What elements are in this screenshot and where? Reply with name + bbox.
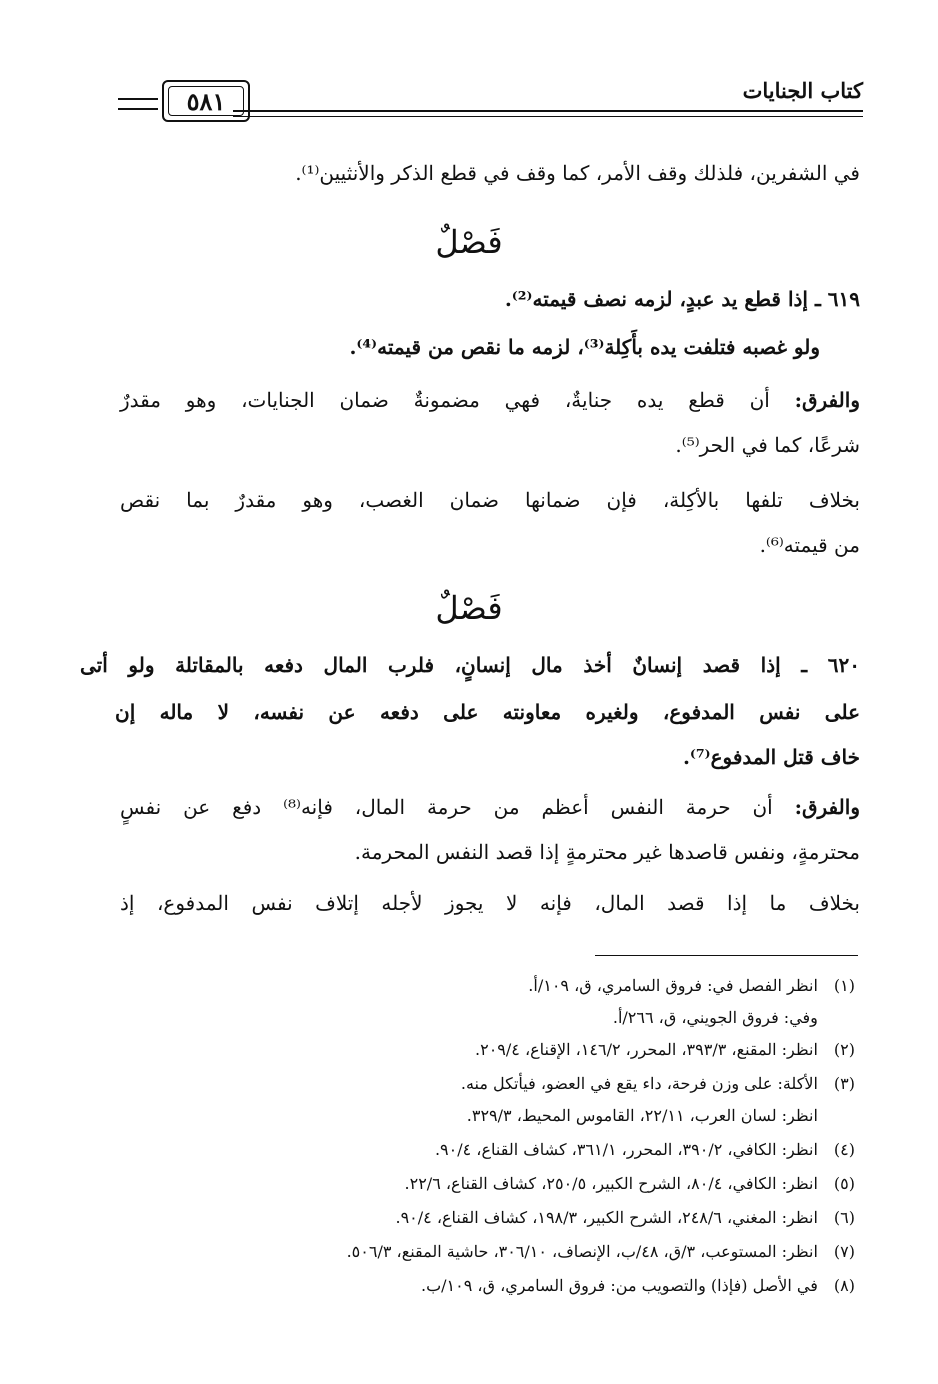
contrast-paragraph-line1: بخلاف تلفها بالأكِلة، فإن ضمانها ضمان الغصب، وهو مقدرٌ بما نقص bbox=[120, 488, 860, 512]
issue-620-line3: خاف قتل المدفوع⁽⁷⁾. bbox=[682, 745, 860, 769]
header-rule-thin bbox=[233, 116, 863, 117]
book-title: كتاب الجنايات bbox=[742, 78, 863, 103]
section-heading: فَصْلٌ bbox=[435, 223, 503, 261]
header-ornament-left bbox=[118, 98, 158, 110]
difference-paragraph-2-line2: محترمةٍ، ونفس قاصدها غير محترمةٍ إذا قصد النفس المحرمة. bbox=[354, 840, 860, 864]
footnote-separator bbox=[595, 955, 858, 956]
issue-619-line1: ٦١٩ ـ إذا قطع يد عبدٍ، لزمه نصف قيمته⁽²⁾. bbox=[504, 287, 860, 311]
difference-paragraph-line2: شرعًا، كما في الحر⁽⁵⁾. bbox=[675, 433, 860, 457]
footnote: (٣) الأكلة: على وزن فرحة، داء يقع في العضو، فيأتكل منه. bbox=[460, 1074, 855, 1093]
footnote: (٢) انظر: المقنع، ٣٩٣/٣، المحرر، ١٤٦/٢، الإقناع، ٢٠٩/٤. bbox=[475, 1040, 855, 1059]
section-heading: فَصْلٌ bbox=[435, 589, 503, 627]
footnote: (٧) انظر: المستوعب، ٣/ق، ٤٨/ب، الإنصاف، ٣٠٦/١٠، حاشية المقنع، ٥٠٦/٣. bbox=[346, 1242, 855, 1261]
page-number: ٥٨١ bbox=[186, 86, 226, 116]
text-line: في الشفرين، فلذلك وقف الأمر، كما وقف في قطع الذكر والأنثيين⁽¹⁾. bbox=[295, 161, 860, 185]
footnote: (٨) في الأصل (فإذا) والتصويب من: فروق السامري، ق، ١٠٩/ب. bbox=[420, 1276, 855, 1295]
contrast-paragraph-line2: من قيمته⁽⁶⁾. bbox=[759, 533, 860, 557]
footnote: (٥) انظر: الكافي، ٨٠/٤، الشرح الكبير، ٢٥٠/٥، كشاف القناع، ٢٢/٦. bbox=[404, 1174, 855, 1193]
difference-label: والفرق: bbox=[794, 795, 860, 819]
header-rule-thick bbox=[233, 110, 863, 112]
difference-paragraph-line1 bbox=[120, 385, 860, 415]
contrast-paragraph-2-line1: بخلاف ما إذا قصد المال، فإنه لا يجوز لأجله إتلاف نفس المدفوع، إذ bbox=[120, 891, 860, 915]
footnote: انظر: لسان العرب، ٢٢/١١، القاموس المحيط، ٣٢٩/٣. bbox=[466, 1106, 818, 1125]
issue-620-line1: ٦٢٠ ـ إذا قصد إنسانٌ أخذ مال إنسانٍ، فلرب المال دفعه بالمقاتلة ولو أتى bbox=[80, 653, 860, 677]
footnote: (٤) انظر: الكافي، ٣٩٠/٢، المحرر، ٣٦١/١، كشاف القناع، ٩٠/٤. bbox=[434, 1140, 855, 1159]
difference-paragraph-2-line1 bbox=[120, 792, 860, 822]
issue-620-line2: على نفس المدفوع، ولغيره معاونته على دفعه عن نفسه، لا ماله إن bbox=[115, 700, 860, 724]
difference-text: أن قطع يده جنايةٌ، فهي مضمونةٌ ضمان الجنايات، وهو مقدرٌ bbox=[120, 388, 795, 412]
footnote: (١) انظر الفصل في: فروق السامري، ق، ١٠٩/أ. bbox=[528, 976, 855, 995]
difference-label: والفرق: bbox=[794, 388, 860, 412]
issue-619-line2: ولو غصبه فتلفت يده بأَكِلة⁽³⁾، لزمه ما نقص من قيمته⁽⁴⁾. bbox=[349, 335, 820, 359]
difference-text: أن حرمة النفس أعظم من حرمة المال، فإنه⁽⁸⁾ دفع عن نفسٍ bbox=[120, 795, 795, 819]
page-header bbox=[118, 70, 863, 122]
footnote: وفي: فروق الجويني، ق، ٢٦٦/أ. bbox=[612, 1008, 818, 1027]
footnote: (٦) انظر: المغني، ٢٤٨/٦، الشرح الكبير، ١٩٨/٣، كشاف القناع، ٩٠/٤. bbox=[395, 1208, 855, 1227]
